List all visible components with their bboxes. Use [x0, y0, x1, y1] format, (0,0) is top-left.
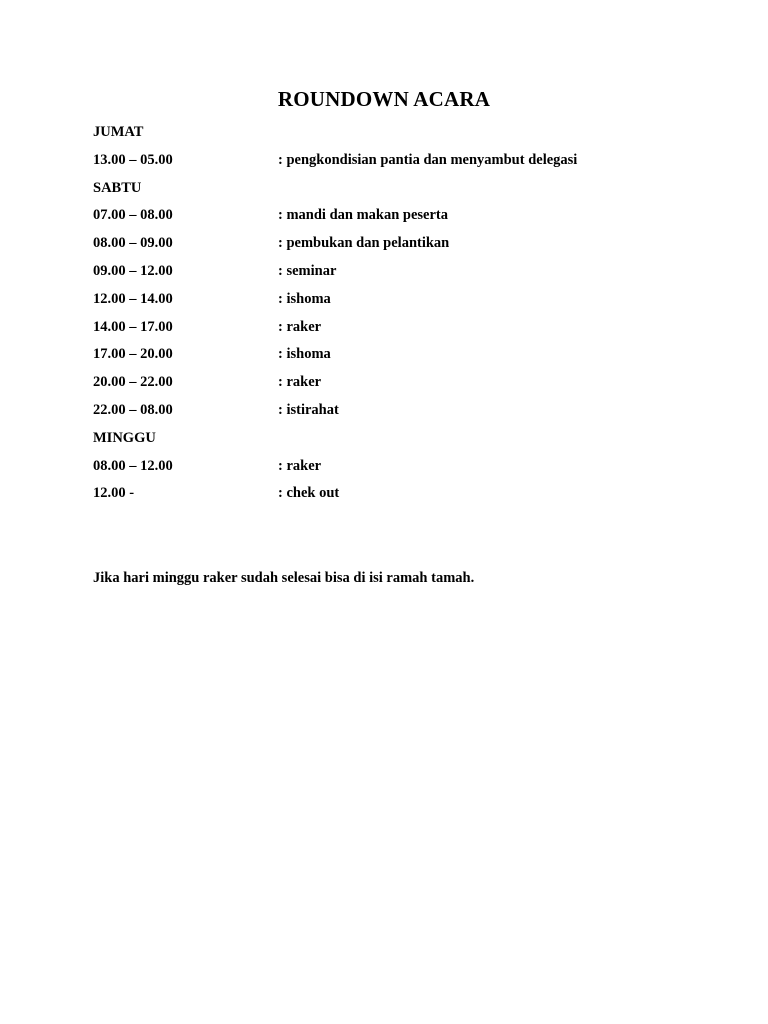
- day-heading-minggu: [93, 429, 733, 457]
- schedule-row: [93, 345, 733, 373]
- schedule-activity: : raker: [278, 374, 322, 391]
- schedule-time: 12.00 – 14.00: [93, 290, 173, 307]
- schedule-row: [93, 318, 733, 346]
- schedule-activity: : raker: [278, 457, 322, 474]
- schedule-row: [93, 457, 733, 485]
- schedule-activity: : pembukan dan pelantikan: [278, 235, 450, 252]
- schedule-time: 20.00 – 22.00: [93, 374, 173, 391]
- schedule-row: [93, 484, 733, 512]
- schedule-row: [93, 262, 733, 290]
- day-label: MINGGU: [93, 429, 156, 446]
- day-heading-jumat: [93, 123, 733, 151]
- schedule-row: [93, 206, 733, 234]
- schedule-time: 08.00 – 12.00: [93, 457, 173, 474]
- schedule-row: [93, 151, 733, 179]
- schedule-time: 17.00 – 20.00: [93, 346, 173, 363]
- schedule-activity: : pengkondisian pantia dan menyambut delegasi: [278, 151, 578, 168]
- schedule-activity: : seminar: [278, 262, 337, 279]
- schedule-row: [93, 234, 733, 262]
- schedule-time: 22.00 – 08.00: [93, 401, 173, 418]
- schedule-activity: : ishoma: [278, 290, 331, 307]
- closing-note: Jika hari minggu raker sudah selesai bisa di isi ramah tamah.: [93, 570, 475, 586]
- document-title: ROUNDOWN ACARA: [277, 87, 491, 111]
- day-label: SABTU: [93, 179, 142, 196]
- schedule-activity: : mandi dan makan peserta: [278, 207, 448, 224]
- schedule-time: 13.00 – 05.00: [93, 151, 173, 168]
- day-label: JUMAT: [93, 124, 144, 140]
- schedule-row: [93, 373, 733, 401]
- day-heading-sabtu: [93, 179, 733, 207]
- schedule-activity: : chek out: [278, 485, 340, 502]
- schedule-time: 09.00 – 12.00: [93, 262, 173, 279]
- schedule-time: 12.00 -: [93, 485, 135, 502]
- schedule-time: 07.00 – 08.00: [93, 207, 173, 224]
- schedule-activity: : ishoma: [278, 346, 331, 363]
- schedule-row: [93, 401, 733, 429]
- schedule-row: [93, 290, 733, 318]
- schedule-activity: : istirahat: [278, 401, 339, 418]
- schedule-activity: : raker: [278, 318, 322, 335]
- schedule-time: 08.00 – 09.00: [93, 235, 173, 252]
- schedule: [93, 123, 733, 512]
- schedule-time: 14.00 – 17.00: [93, 318, 173, 335]
